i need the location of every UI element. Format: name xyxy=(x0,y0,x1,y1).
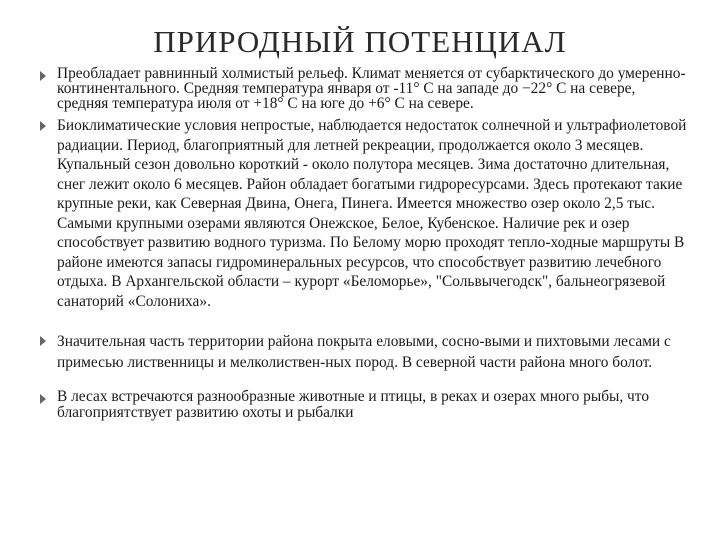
bullet-text: В лесах встречаются разнообразные животные и птицы, в реках и озерах много рыбы, что благоприятствует развитию охоты и рыбалки xyxy=(57,388,650,421)
triangle-right-icon xyxy=(40,394,46,404)
slide-title: ПРИРОДНЫЙ ПОТЕНЦИАЛ xyxy=(153,24,567,59)
triangle-right-icon xyxy=(40,121,46,131)
triangle-right-icon xyxy=(40,336,46,346)
bullet-item xyxy=(40,116,690,311)
triangle-right-icon xyxy=(40,71,46,81)
bullet-text: Биоклиматические условия непростые, наблюдается недостаток солнечной и ультрафиолетовой радиации. Период, благоприятный для летней рекреации, продолжается около 3 месяцев. Купальный сезон довольно короткий - около полутора месяцев. Зима достаточно длительная, снег лежит около 6 месяцев. Район обладает богатыми гидроресурсами. Здесь протекают такие крупные реки, как Северная Двина, Онега, Пинега. Имеется множество озер около 2,5 тыс. Самыми крупными озерами являются Онежское, Белое, Кубенское. Наличие рек и озер способствует развитию водного туризма. По Белому морю проходят тепло-ходные маршруты В районе имеются запасы гидроминеральных ресурсов, что способствует развитию лечебного отдыха. В Архангельской области – курорт «Беломорье», "Сольвычегодск", бальнеогрязевой санаторий «Солониха». xyxy=(57,117,687,310)
bullet-text: Преобладает равнинный холмистый рельеф. Климат меняется от субарктического до умеренно-континентального. Средняя температура января от -11° С на западе до −22° С на севере, средняя температура июля от +18° С на юге до +6° С на севере. xyxy=(57,65,686,112)
bullet-list xyxy=(40,66,690,421)
bullet-item xyxy=(40,66,690,111)
bullet-item xyxy=(40,389,690,421)
bullet-item xyxy=(40,331,690,373)
bullet-text: Значительная часть территории района покрыта еловыми, сосно-выми и пихтовыми лесами с примесью лиственницы и мелколиствен-ных пород. В северной части района много болот. xyxy=(57,333,671,371)
